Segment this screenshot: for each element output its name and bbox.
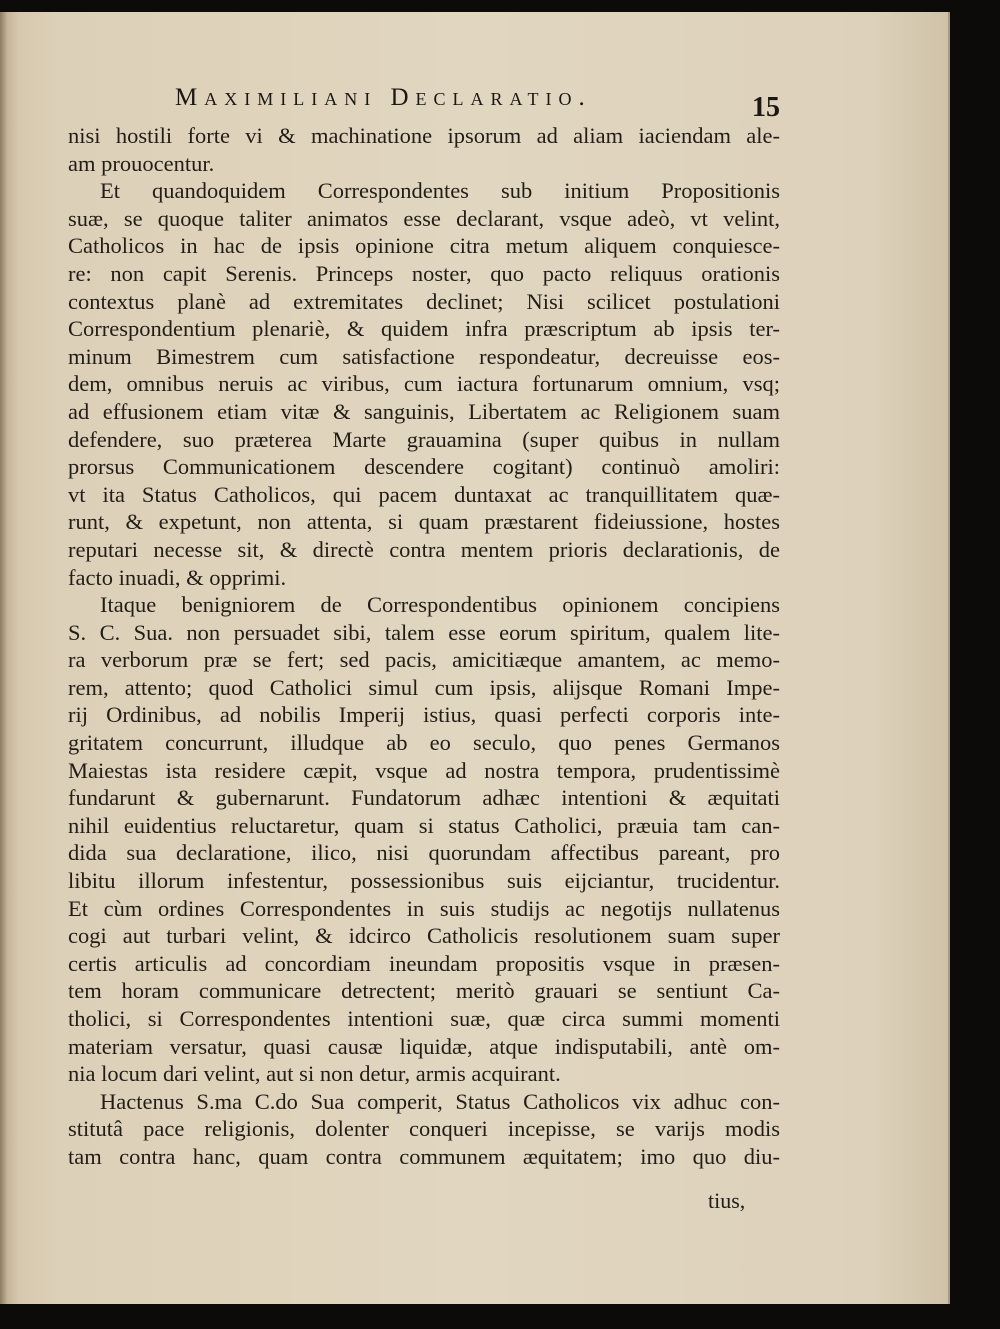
text-line: Et quandoquidem Correspondentes sub initium Propositionis xyxy=(100,178,780,204)
text-line: tholici, si Correspondentes intentioni suæ, quæ circa summi momenti xyxy=(68,1006,780,1031)
text-line: nia locum dari velint, aut si non detur, armis acquirant. xyxy=(68,1061,561,1087)
text-line: vt ita Status Catholicos, qui pacem duntaxat ac tranquillitatem quæ- xyxy=(68,481,780,507)
text-line: tam contra hanc, quam contra communem æquitatem; imo quo diu- xyxy=(68,1143,780,1169)
text-line: materiam versatur, quasi causæ liquidæ, atque indisputabili, antè om- xyxy=(68,1033,780,1059)
text-line: contextus planè ad extremitates declinet; Nisi scilicet postulationi xyxy=(68,288,780,314)
text-line: ad effusionem etiam vitæ & sanguinis, Libertatem ac Religionem suam xyxy=(68,398,780,424)
text-line: Correspondentium plenariè, & quidem infra præscriptum ab ipsis ter- xyxy=(68,316,780,342)
text-line: cogi aut turbari velint, & idcirco Catholicis resolutionem suam super xyxy=(68,923,780,949)
text-line: reputari necesse sit, & directè contra mentem prioris declarationis, de xyxy=(68,536,780,562)
text-line: tem horam communicare detrectent; meritò grauari se sentiunt Ca- xyxy=(68,978,780,1004)
text-line: fundarunt & gubernarunt. Fundatorum adhæc intentioni & æquitati xyxy=(68,785,780,811)
text-line: runt, & expetunt, non attenta, si quam præstarent fideiussione, hostes xyxy=(68,509,780,535)
text-line: Itaque benigniorem de Correspondentibus opinionem concipiens xyxy=(100,592,780,618)
text-line: dida sua declaratione, ilico, nisi quorundam affectibus pareant, pro xyxy=(68,840,780,866)
running-title: Maximiliani Declaratio. xyxy=(175,84,592,111)
catchword: tius, xyxy=(708,1188,746,1213)
text-line: rem, attento; quod Catholici simul cum ipsis, alijsque Romani Impe- xyxy=(68,674,780,700)
text-line: rij Ordinibus, ad nobilis Imperij istius, quasi perfecti corporis inte- xyxy=(68,702,780,728)
text-line: gritatem concurrunt, illudque ab eo seculo, quo penes Germanos xyxy=(68,730,780,756)
page-number: 15 xyxy=(752,92,780,123)
text-line: prorsus Communicationem descendere cogitant) continuò amoliri: xyxy=(68,454,780,480)
text-line: re: non capit Serenis. Princeps noster, quo pacto reliquus orationis xyxy=(68,260,780,286)
text-line: nisi hostili forte vi & machinatione ipsorum ad aliam iaciendam ale- xyxy=(68,123,780,148)
text-line: libitu illorum infestentur, possessionibus suis eijciantur, trucidentur. xyxy=(68,868,780,894)
body-text xyxy=(68,122,780,1171)
text-line: am prouocentur. xyxy=(68,150,215,176)
text-line: certis articulis ad concordiam ineundam propositis vsque in præsen- xyxy=(68,950,780,976)
text-line: nihil euidentius reluctaretur, quam si status Catholici, præuia tam can- xyxy=(68,812,780,838)
text-line: suæ, se quoque taliter animatos esse declarant, vsque adeò, vt velint, xyxy=(68,205,780,231)
book-page xyxy=(0,12,950,1304)
text-line: stitutâ pace religionis, dolenter conqueri incepisse, se varijs modis xyxy=(68,1116,780,1142)
text-line: defendere, suo præterea Marte grauamina (super quibus in nullam xyxy=(68,426,780,452)
text-line: S. C. Sua. non persuadet sibi, talem esse eorum spiritum, qualem lite- xyxy=(68,619,780,645)
text-line: Hactenus S.ma C.do Sua comperit, Status Catholicos vix adhuc con- xyxy=(100,1088,780,1114)
text-line: Catholicos in hac de ipsis opinione citra metum aliquem conquiesce- xyxy=(68,233,780,259)
text-line: ra verborum præ se fert; sed pacis, amicitiæque amantem, ac memo- xyxy=(68,647,780,673)
text-line: minum Bimestrem cum satisfactione respondeatur, decreuisse eos- xyxy=(68,343,780,369)
text-line: dem, omnibus neruis ac viribus, cum iactura fortunarum omnium, vsq; xyxy=(68,371,780,397)
text-line: facto inuadi, & opprimi. xyxy=(68,564,287,590)
text-line: Maiestas ista residere cæpit, vsque ad nostra tempora, prudentissimè xyxy=(68,757,780,783)
text-line: Et cùm ordines Correspondentes in suis studijs ac negotijs nullatenus xyxy=(68,895,780,921)
